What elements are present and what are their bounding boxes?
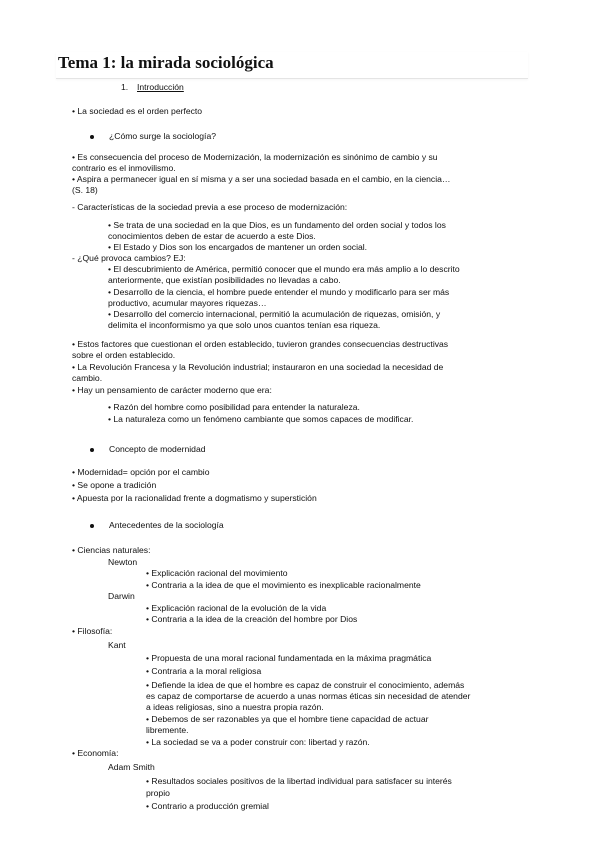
text-line: contrario es el inmovilismo. xyxy=(72,163,176,173)
text-line: cambio. xyxy=(72,373,103,383)
text-line: sobre el orden establecido. xyxy=(72,350,176,360)
text-line: • Desarrollo del comercio internacional, permitió la acumulación de riquezas, omisión, y xyxy=(108,309,441,319)
text-line: • Contrario a producción gremial xyxy=(146,801,269,811)
text-line: • Se opone a tradición xyxy=(72,480,157,490)
text-line: - ¿Qué provoca cambios? EJ: xyxy=(72,253,186,263)
section-heading-concepto: Concepto de modernidad xyxy=(109,444,206,454)
text-line: • Resultados sociales positivos de la libertad individual para satisfacer su interés xyxy=(146,776,452,786)
text-line: • Se trata de una sociedad en la que Dios, es un fundamento del orden social y todos los xyxy=(108,220,446,230)
section-heading-antecedentes: Antecedentes de la sociología xyxy=(109,520,224,530)
text-line: a ideas religiosas, sino a nuestra propia razón. xyxy=(146,702,324,712)
text-line: propio xyxy=(146,788,170,798)
bullet-dot-icon xyxy=(90,444,94,455)
text-line: (S. 18) xyxy=(72,185,98,195)
text-line: • La Revolución Francesa y la Revolución industrial; instauraron en una sociedad la necesidad de xyxy=(72,362,444,372)
text-line: • Desarrollo de la ciencia, el hombre puede entender el mundo y modificarlo para ser más xyxy=(108,287,450,297)
bullet-dot-icon xyxy=(90,520,94,531)
text-line: • Es consecuencia del proceso de Modernización, la modernización es sinónimo de cambio y su xyxy=(72,152,438,162)
text-line: • Explicación racional del movimiento xyxy=(146,568,288,578)
text-line: • Economía: xyxy=(72,748,119,758)
text-line: Kant xyxy=(108,640,126,650)
text-line: • Ciencias naturales: xyxy=(72,545,151,555)
text-line: • Contraria a la idea de la creación del hombre por Dios xyxy=(146,614,358,624)
bullet-dot-icon xyxy=(90,131,94,142)
text-line: • Apuesta por la racionalidad frente a dogmatismo y superstición xyxy=(72,493,317,503)
text-line: Newton xyxy=(108,557,138,567)
page-title: Tema 1: la mirada sociológica xyxy=(58,53,274,72)
text-line: • Razón del hombre como posibilidad para entender la naturaleza. xyxy=(108,402,360,412)
section-number: 1. xyxy=(121,82,129,92)
text-line: delimita el inconformismo ya que solo unos cuantos tenían esa riqueza. xyxy=(108,320,381,330)
text-line: es capaz de comportarse de acuerdo a unas normas éticas sin necesidad de atender xyxy=(146,691,471,701)
text-line: anteriormente, que existían posibilidades no llevadas a cabo. xyxy=(108,275,341,285)
section-heading-como-surge: ¿Cómo surge la sociología? xyxy=(109,131,216,141)
text-line: Adam Smith xyxy=(108,762,155,772)
text-line: • Estos factores que cuestionan el orden establecido, tuvieron grandes consecuencias destructivas xyxy=(72,339,449,349)
text-line: • Defiende la idea de que el hombre es capaz de construir el conocimiento, además xyxy=(146,680,465,690)
text-line: libremente. xyxy=(146,725,189,735)
text-line: Darwin xyxy=(108,591,135,601)
text-line: • Filosofía: xyxy=(72,626,113,636)
text-line: • Modernidad= opción por el cambio xyxy=(72,467,210,477)
text-line: • El descubrimiento de América, permitió conocer que el mundo era más amplio a lo descrito xyxy=(108,264,460,274)
text-line: • Explicación racional de la evolución de la vida xyxy=(146,603,327,613)
text-line: • La sociedad se va a poder construir con: libertad y razón. xyxy=(146,737,370,747)
text-line: • La sociedad es el orden perfecto xyxy=(72,106,203,116)
text-line: • Hay un pensamiento de carácter moderno que era: xyxy=(72,385,272,395)
text-line: productivo, acumular mayores riquezas… xyxy=(108,298,267,308)
text-line: • El Estado y Dios son los encargados de mantener un orden social. xyxy=(108,242,368,252)
text-line: • Debemos de ser razonables ya que el hombre tiene capacidad de actuar xyxy=(146,714,429,724)
text-line: • Propuesta de una moral racional fundamentada en la máxima pragmática xyxy=(146,653,432,663)
section-heading-intro: Introducción xyxy=(137,82,184,92)
text-line: • Contraria a la idea de que el movimiento es inexplicable racionalmente xyxy=(146,580,421,590)
text-line: • Contraria a la moral religiosa xyxy=(146,666,262,676)
text-line: conocimientos deben de estar de acuerdo a este Dios. xyxy=(108,231,316,241)
text-line: • Aspira a permanecer igual en sí misma y a ser una sociedad basada en el cambio, en la ciencia… xyxy=(72,174,451,184)
text-line: • La naturaleza como un fenómeno cambiante que somos capaces de modificar. xyxy=(108,414,414,424)
text-line: - Características de la sociedad previa a ese proceso de modernización: xyxy=(72,202,348,212)
